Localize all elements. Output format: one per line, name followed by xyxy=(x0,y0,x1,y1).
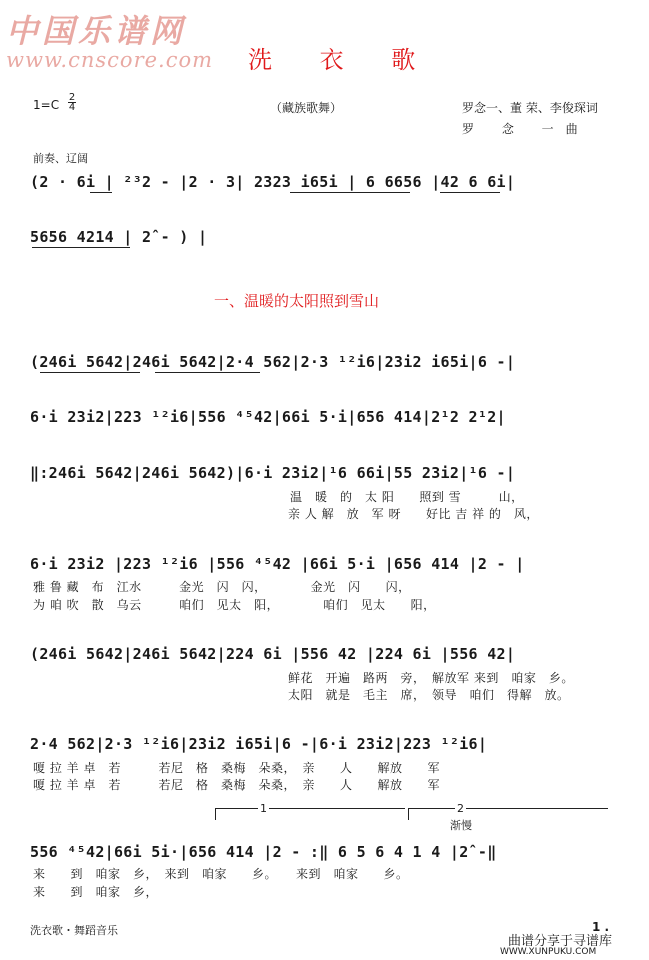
second-ending-number: 2 xyxy=(457,802,464,815)
lyric-row7-verse1: 来 到 咱家 乡， 来到 咱家 乡。 来到 咱家 乡。 xyxy=(33,867,409,881)
watermark-url: www.cnscore.com xyxy=(6,48,214,72)
second-ending-bracket xyxy=(408,808,608,809)
staff-line-8: 2·4 562|2·3 ¹²i6|23i2 i65i|6 -|6·i 23i2|223 ¹²i6| xyxy=(30,735,488,753)
staff-line-2: 5656 4214 | 2̂ - ) | xyxy=(30,228,208,246)
beam xyxy=(155,372,260,373)
key-signature: 1=C xyxy=(33,98,60,112)
beam xyxy=(32,247,130,248)
lyric-row6-verse2: 嗄 拉 羊 卓 若 若尼 格 桑梅 朵桑， 亲 人 解放 军 xyxy=(33,778,440,792)
staff-line-5: ‖:246i 5642|246i 5642)|6·i 23i2|¹6 66i|55 23i2|¹6 -| xyxy=(30,464,516,482)
beam xyxy=(290,192,410,193)
section-title: 一、温暖的太阳照到雪山 xyxy=(214,292,380,310)
tempo-marking: 渐慢 xyxy=(450,819,472,832)
staff-line-9: 556 ⁴⁵42|66i 5i·|656 414 |2 - :‖ 6 5 6 4 1 4 |2̂ -‖ xyxy=(30,843,497,861)
meter-top: 2 xyxy=(68,92,76,103)
staff-line-6: 6·i 23i2 |223 ¹²i6 |556 ⁴⁵42 |66i 5·i |656 414 |2 - | xyxy=(30,555,525,573)
site-url: WWW.XUNPUKU.COM xyxy=(500,947,597,957)
first-ending-bracket xyxy=(215,808,405,809)
song-title: 洗 衣 歌 xyxy=(248,46,436,74)
lyric-row6-verse1: 嗄 拉 羊 卓 若 若尼 格 桑梅 朵桑， 亲 人 解放 军 xyxy=(33,761,440,775)
beam xyxy=(440,192,500,193)
intro-label: 前奏、辽阔 xyxy=(33,152,88,165)
meter-bottom: 4 xyxy=(68,102,76,113)
share-caption: 曲谱分享于寻谱库 xyxy=(508,934,613,949)
time-signature xyxy=(68,93,76,112)
composer-credit: 罗 念 一曲 xyxy=(462,122,590,136)
staff-line-1: (2 · 6i | ²³2 - |2 · 3| 2323 i65i | 6 6656 |42 6 6i| xyxy=(30,173,516,191)
watermark-logo: 中国乐谱网 xyxy=(6,12,187,50)
lyric-row5-verse2: 太阳 就是 毛主 席， 领导 咱们 得解 放。 xyxy=(288,688,570,702)
second-ending-hook xyxy=(408,808,409,820)
lyric-row4-verse1: 雅 鲁 藏 布 江水 金光 闪 闪， 金光 闪 闪， xyxy=(33,580,411,594)
lyric-row3-verse1: 温 暖 的 太 阳 照到 雪 山， xyxy=(290,490,524,504)
beam xyxy=(40,372,140,373)
lyric-row3-verse2: 亲 人 解 放 军 呀 好比 吉 祥 的 风， xyxy=(288,507,539,521)
staff-line-4: 6·i 23i2|223 ¹²i6|556 ⁴⁵42|66i 5·i|656 414|2¹2 2¹2| xyxy=(30,408,506,426)
lyric-row4-verse2: 为 咱 吹 散 乌云 咱们 见太 阳， 咱们 见太 阳， xyxy=(33,598,436,612)
staff-line-3: (246i 5642|246i 5642|2·4 562|2·3 ¹²i6|23i2 i65i|6 -| xyxy=(30,353,516,371)
first-ending-hook xyxy=(215,808,216,820)
page-number: 1 . xyxy=(592,920,610,934)
genre-label: （藏族歌舞） xyxy=(270,101,343,115)
lyric-row5-verse1: 鲜花 开遍 路两 旁， 解放军 来到 咱家 乡。 xyxy=(288,671,574,685)
first-ending-number: 1 xyxy=(260,802,267,815)
staff-line-7: (246i 5642|246i 5642|224 6i |556 42 |224 6i |556 42| xyxy=(30,645,516,663)
lyric-row7-verse2: 来 到 咱家 乡， xyxy=(33,885,159,899)
lyricist-credit: 罗念一、董 荣、李俊琛词 xyxy=(462,101,598,115)
beam xyxy=(90,192,112,193)
footer-caption: 洗衣歌・舞蹈音乐 xyxy=(30,924,118,937)
